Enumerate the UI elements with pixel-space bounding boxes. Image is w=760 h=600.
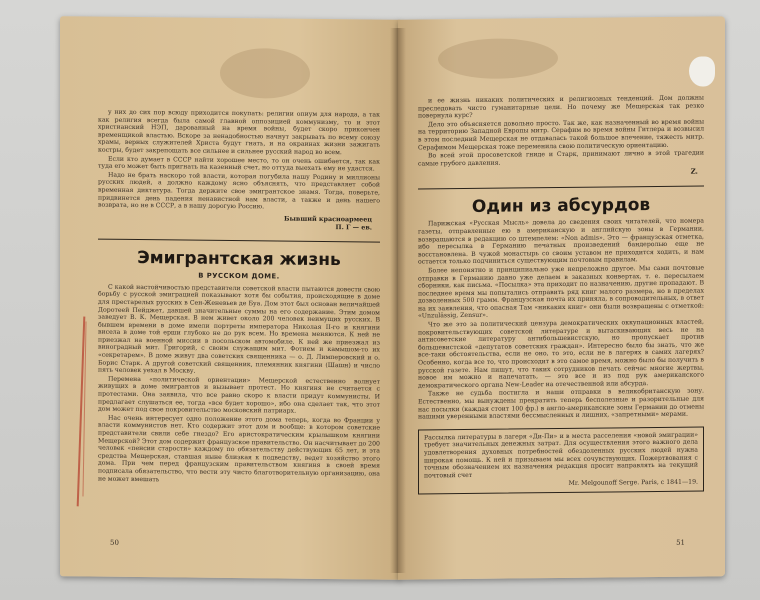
right-article-paragraph-1: Парижская «Русская Мысль» довела до сведения своих читателей, что номера газеты, отправленные ею в американскую и английскую зоны в Германии, возвращаются в редакцию со штемпелем: «Non admis». Это — французская отметка, ибо пересылка в Германию печатных произведений бандеролью еще не восстановлена. В чужой монастырь со своим уставом не приходится ходить, и нам остается только подчиниться существующим почтовым правилам. <box>418 217 704 266</box>
donation-address: Mr. Melgounoff Serge. Paris, c 1841—19. <box>568 478 698 488</box>
signature-name: П. Г — ев. <box>335 222 372 232</box>
left-top-paragraph-2: Если кто думает в СССР найти хорошее место, то он очень ошибается, так как туда его может быть пригнать на казенный счет, но оттуда выехать ему не удастся. <box>98 155 380 173</box>
left-column <box>98 109 380 487</box>
section-divider <box>418 186 704 190</box>
right-column <box>418 95 704 495</box>
paper-stain <box>438 38 558 79</box>
signature <box>98 212 372 231</box>
right-article-paragraph-2: Более непонятно и принципиально уже непреложно другое. Мы сами почтовые отправки в Германию давно уже делаем в заказных конвертах, т. е. пересылаем сборники, как письма. «Посылка» эта приходит по назначению, другие пропадают. В последнее время мы попытались отправить ряд книг малого размера, но в пределах дозволенных 500 грамм. Французская почта их приняла, в сопроводительных, в ответ на их заявления, что опасная Там «никаких книг» они были возвращены с отметкой: «Unzulässig, Zensur». <box>418 264 704 320</box>
right-top-paragraph-3: Во всей этой просоветской гниде и Старк, принимают лично в этой трагедии самые грубого давления. <box>418 149 704 168</box>
right-article-paragraph-3: Что же это за политический цензура демократических оккупационных властей, покровительствующих советской литературе и вытаскивающих весь не на антисоветские литературу антибольшевистскую, но пропускает против большевистской «депутатов советских граждан». Интересно было бы знать, что же все-таки обстоятельства, если не оно, то это, если не в лагерях в самих лагерях? Особенно, когда все то, что происходит в это самое время, можно было бы получить в русской газете. Нам пишут, что таких сотрудников печать сейчас многие жертвы, новое им можно и напечатать, — это все и из под рук американского демократического органа New-Leader на отечественной или абсурда. <box>418 318 704 390</box>
right-page <box>398 16 725 579</box>
left-page <box>60 16 400 580</box>
right-page-number: 51 <box>676 538 685 547</box>
right-top-paragraph-2: Дело это объясняется довольно просто. Так же, как назначенный во время войны на территорию Западной Европы митр. Серафим во время войны Гитлера и возвысил в этом последний Мещерская не отдавалась такой большое влечение, тяжесть митр. Серафимом Мещерская тоже переменила свою политическую ориентацию. <box>418 118 704 152</box>
book-gutter <box>390 28 406 573</box>
left-page-number: 50 <box>110 538 119 547</box>
left-top-paragraph-1: у них до сих пор всюду приходится покупать: религии опиум для народа, а так как религия всегда была самой главной оппозицией коммунизму, то и этот христианский НЭП, дарованный на время войны, будет скоро прикончен временщикой властью. Вскоре за ненадобностью начнут закрывать по всему союзу храмы, верных служителей Христа будут гнать, и на окраинах жизни зажигать костры, будет закрепощать все сильнее и сильнее русский народ во всем. <box>98 108 380 157</box>
left-article-paragraph-2: Перемена «политической ориентации» Мещерской естественно волнует живущих в доме эмигрантов и вызывает протест. Но княгиня не считается с протестами. Она заявила, что все равно скоро к власти придут коммунисты. И предлагает слушаться ее, тогда «все будет хорошо», ибо она сделает так, что этот дом может под свое покровительство московский патриарх. <box>98 375 380 415</box>
left-article-paragraph-1: С какой настойчивостью представители советской власти пытаются довести свою борьбу с русской эмиграцией показывают хотя бы события, происходящие в доме для престарелых русских в Сен-Женевьев де Буа. Дом этот был основан величайшей Доротеей Пейджет, давшей значительные суммы на его содержание. Этим домом заведует В. К. Мещерская. В нем живет около 200 человек неимущих русских. В бывшем времени в доме имели портреты императора Николая II-го и княгини висела в доме той ерши глубоко не до рук всем. Но времена меняются. К ней не приезжал на военной миссии в посольском автомобиле. К ней же приезжал из виноградный мит. Григорий, с своим служащим мит. Фотием и камышом-то их «секретарем». В доме живут два советских священника — о. Д. Лимперовский и о. Борис Старк. А другой советский священник, племянник княгини (Шашн) и число пять человек уехал в Москву. <box>98 283 380 375</box>
left-top-paragraph-3: Надо не брать наскоро той власти, которая погубила нашу Родину и миллионы русских людей, а должно каждому ясно объяснять, что представляет собой временная диктатура. Тогда держите свое эмигрантское знамя. Тогда, поверьте, придвинется день падения ненавистной нам власти, а также и день нашего возврата, но не в СССР, а в нашу дорогую Россию. <box>98 171 380 211</box>
left-article-paragraph-3: Нас очень интересует одно положение этого дома теперь, когда во Франции у власти коммунистов нет. Кто содержит этот дом и вообще: в котором советские представители свили себе гнездо? Его аристократическим крылышком княгини Мещерской? Этот дом содержит французское правительство. Он насчитывает до 200 человек «пенсии старости» каждому по обязательству действующих 65 лет, и эта средства Мещерская, ставшая ныне близкая к подведству, ведет хозяйство этого дома. При чем перед французским правительством княгиня в своей время подписала обязательство, что вести эту чисто благотворительную организацию, она не может вмешать <box>98 414 380 483</box>
donation-notice-box <box>418 426 704 494</box>
right-article-paragraph-4: Также не судьба постигла и наши отправки в великобританскую зону. Естественно, мы вынуждены прекратить теперь бесполезные и разорительные для нас посылки (каждая стоит 100 фр.) в англо-американские зоны Германии до отмены нашими уверенными властями бессмысленных и лишних, «запретными» мерами. <box>418 387 704 421</box>
signature-label: Бывший красноармеец <box>284 214 372 224</box>
article-subtitle-russian-house: В РУССКОМ ДОМЕ. <box>198 271 280 281</box>
paper-tear <box>689 56 715 86</box>
author-initial: Z. <box>690 166 698 176</box>
article-title-emigrant-life: Эмигрантская жизнь <box>137 247 341 270</box>
section-divider <box>98 238 380 242</box>
right-top-paragraph-1: и ее жизнь никаких политических и религиозных тенденций. Дом должны преследовать чисто гуманитарные цели. Но почему же Мещерская так резко повернула курс? <box>418 94 704 120</box>
article-title-one-of-absurdities: Один из абсурдов <box>471 195 651 218</box>
open-booklet <box>60 18 725 578</box>
paper-stain <box>220 48 310 99</box>
donation-notice-text: Рассылка литературы в лагеря «Ди-Пи» и в места расселения «новой эмиграции» требует значительных денежных затрат. Для осуществления этого важного дела удовлетворения духовных потребностей обездоленных русских людей нужна широкая помощь. К ней и призываем мы всех сочувствующих. Пожертвования с точным обозначением их назначения редакция просит направлять на текущий почтовый счет <box>424 431 698 480</box>
